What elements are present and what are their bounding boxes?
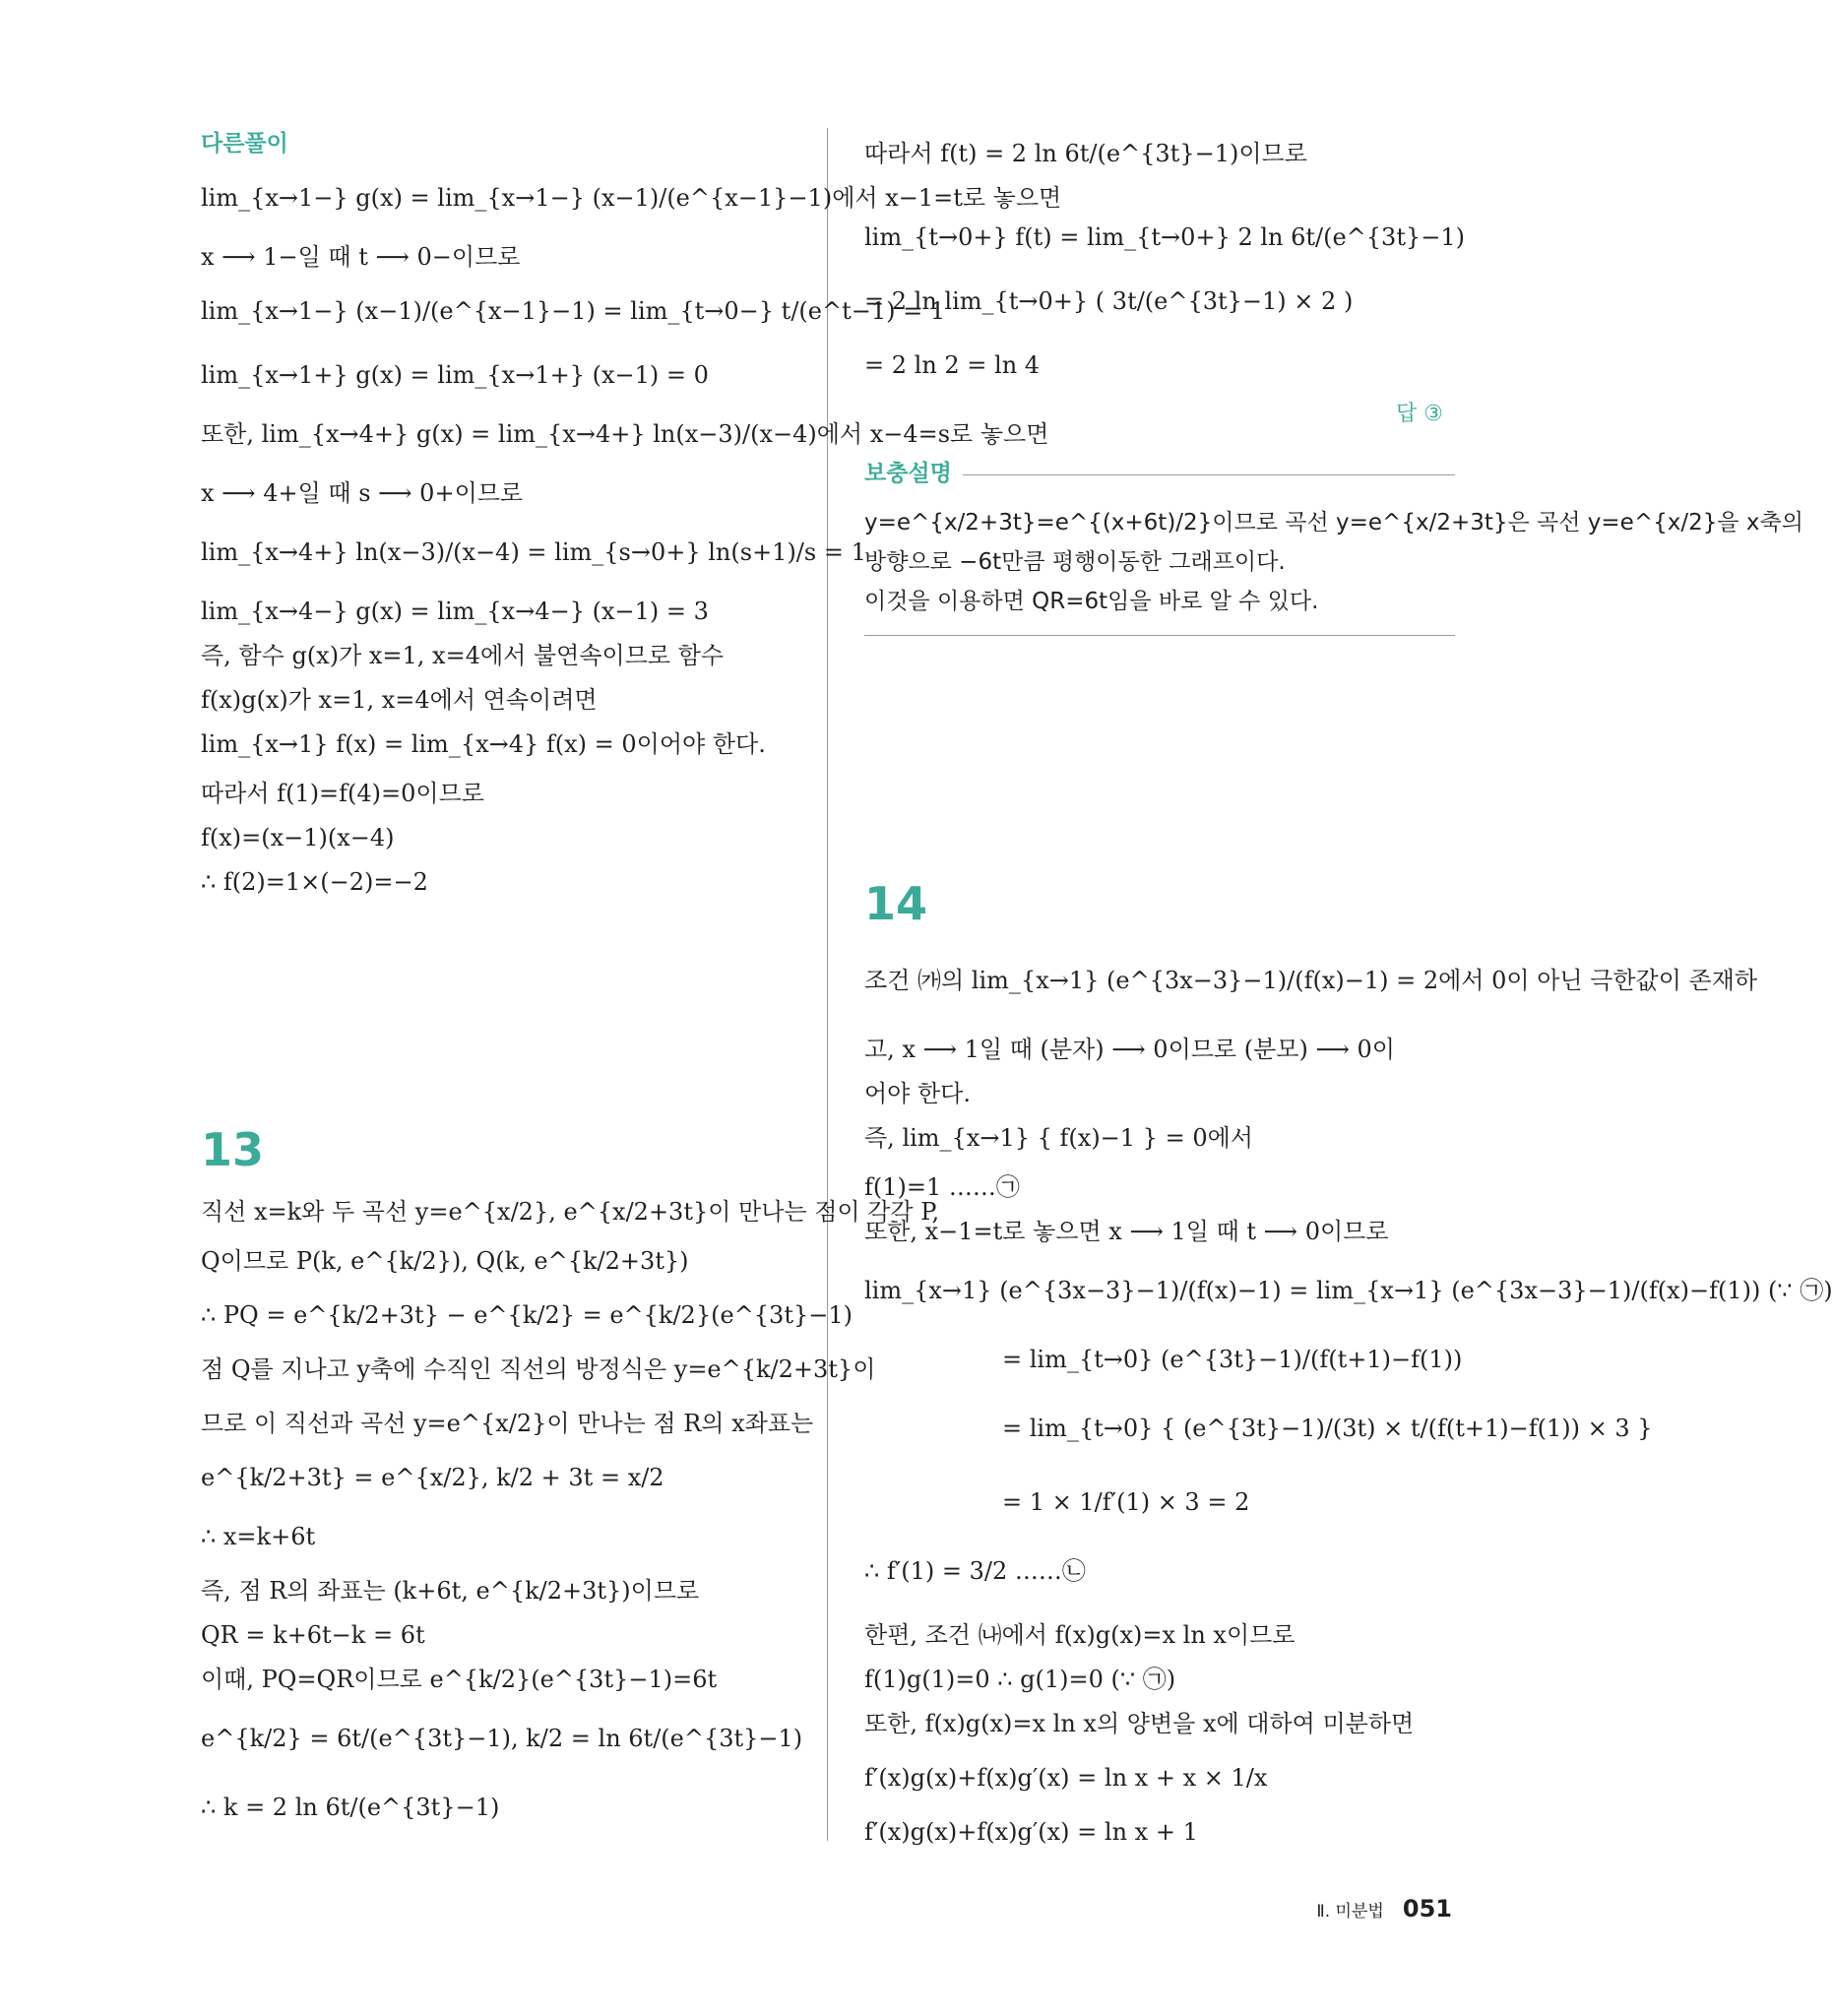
left-line: lim_{x→1−} (x−1)/(e^{x−1}−1) = lim_{t→0−} t/(e^t−1) = 1 bbox=[201, 297, 946, 325]
supplement-line: 이것을 이용하면 QR=6t임을 바로 알 수 있다. bbox=[864, 589, 1319, 614]
left-line: f(x)=(x−1)(x−4) bbox=[201, 824, 395, 851]
left-line: lim_{x→4+} ln(x−3)/(x−4) = lim_{s→0+} ln(s+1)/s = 1 bbox=[201, 538, 866, 566]
left-line: lim_{x→1−} g(x) = lim_{x→1−} (x−1)/(e^{x−1}−1)에서 x−1=t로 놓으면 bbox=[201, 184, 1062, 212]
left-line: 또한, lim_{x→4+} g(x) = lim_{x→4+} ln(x−3)/(x−4)에서 x−4=s로 놓으면 bbox=[201, 420, 1049, 448]
p13-line: ∴ k = 2 ln 6t/(e^{3t}−1) bbox=[201, 1794, 500, 1821]
problem-14-number: 14 bbox=[864, 877, 928, 930]
p13-line: 므로 이 직선과 곡선 y=e^{x/2}이 만나는 점 R의 x좌표는 bbox=[201, 1410, 814, 1437]
left-line: 즉, 함수 g(x)가 x=1, x=4에서 불연속이므로 함수 bbox=[201, 642, 725, 669]
p13-line: 점 Q를 지나고 y축에 수직인 직선의 방정식은 y=e^{k/2+3t}이 bbox=[201, 1355, 876, 1383]
p13-line: e^{k/2+3t} = e^{x/2}, k/2 + 3t = x/2 bbox=[201, 1464, 664, 1491]
left-line: x ⟶ 1−일 때 t ⟶ 0−이므로 bbox=[201, 243, 521, 271]
page-number: 051 bbox=[1402, 1895, 1452, 1922]
p14-line: = lim_{t→0} (e^{3t}−1)/(f(t+1)−f(1)) bbox=[1002, 1346, 1463, 1373]
p14-line: 조건 ㈎의 lim_{x→1} (e^{3x−3}−1)/(f(x)−1) = 2에서 0이 아닌 극한값이 존재하 bbox=[864, 967, 1758, 994]
p14-line: 또한, x−1=t로 놓으면 x ⟶ 1일 때 t ⟶ 0이므로 bbox=[864, 1218, 1389, 1245]
p13-line: e^{k/2} = 6t/(e^{3t}−1), k/2 = ln 6t/(e^{3t}−1) bbox=[201, 1725, 803, 1752]
p14-line: f′(x)g(x)+f(x)g′(x) = ln x + 1 bbox=[864, 1818, 1198, 1846]
left-line: 따라서 f(1)=f(4)=0이므로 bbox=[201, 780, 484, 807]
p13-line: Q이므로 P(k, e^{k/2}), Q(k, e^{k/2+3t}) bbox=[201, 1247, 689, 1275]
p14-line: = lim_{t→0} { (e^{3t}−1)/(3t) × t/(f(t+1)−f(1)) × 3 } bbox=[1002, 1415, 1653, 1442]
p14-line: = 1 × 1/f′(1) × 3 = 2 bbox=[1002, 1488, 1250, 1516]
supplement-top-rule bbox=[963, 474, 1455, 475]
left-line: ∴ f(2)=1×(−2)=−2 bbox=[201, 868, 428, 896]
section-label: Ⅱ. 미분법 bbox=[1316, 1902, 1384, 1922]
p14-line: ∴ f′(1) = 3/2 ……㉡ bbox=[864, 1557, 1086, 1585]
p14-line: 어야 한다. bbox=[864, 1080, 971, 1107]
left-line: lim_{x→1+} g(x) = lim_{x→1+} (x−1) = 0 bbox=[201, 361, 709, 389]
p14-line: f(1)=1 ……㉠ bbox=[864, 1173, 1020, 1201]
p13-line: 이때, PQ=QR이므로 e^{k/2}(e^{3t}−1)=6t bbox=[201, 1666, 718, 1693]
supplement-heading: 보충설명 bbox=[864, 461, 952, 486]
p13-line: QR = k+6t−k = 6t bbox=[201, 1621, 425, 1649]
p14-line: 한편, 조건 ㈏에서 f(x)g(x)=x ln x이므로 bbox=[864, 1621, 1296, 1649]
p14-line: f′(x)g(x)+f(x)g′(x) = ln x + x × 1/x bbox=[864, 1764, 1268, 1792]
supplement-bottom-rule bbox=[864, 635, 1455, 636]
p14-line: 고, x ⟶ 1일 때 (분자) ⟶ 0이므로 (분모) ⟶ 0이 bbox=[864, 1036, 1395, 1063]
alt-solution-heading: 다른풀이 bbox=[201, 131, 288, 157]
right-line: 따라서 f(t) = 2 ln 6t/(e^{3t}−1)이므로 bbox=[864, 140, 1307, 167]
p14-line: 또한, f(x)g(x)=x ln x의 양변을 x에 대하여 미분하면 bbox=[864, 1710, 1415, 1737]
p13-line: ∴ x=k+6t bbox=[201, 1523, 316, 1550]
left-line: f(x)g(x)가 x=1, x=4에서 연속이려면 bbox=[201, 686, 598, 714]
right-line: = 2 ln 2 = ln 4 bbox=[864, 351, 1041, 379]
p14-line: lim_{x→1} (e^{3x−3}−1)/(f(x)−1) = lim_{x→1} (e^{3x−3}−1)/(f(x)−f(1)) (∵ ㉠) bbox=[864, 1277, 1833, 1304]
p13-line: ∴ PQ = e^{k/2+3t} − e^{k/2} = e^{k/2}(e^{3t}−1) bbox=[201, 1301, 853, 1329]
column-divider bbox=[827, 128, 828, 1841]
p14-line: 즉, lim_{x→1} { f(x)−1 } = 0에서 bbox=[864, 1124, 1253, 1152]
right-line: lim_{t→0+} f(t) = lim_{t→0+} 2 ln 6t/(e^{3t}−1) bbox=[864, 223, 1465, 251]
answer-label: 답 ③ bbox=[1396, 402, 1443, 426]
left-line: lim_{x→4−} g(x) = lim_{x→4−} (x−1) = 3 bbox=[201, 598, 709, 625]
p13-line: 즉, 점 R의 좌표는 (k+6t, e^{k/2+3t})이므로 bbox=[201, 1577, 700, 1605]
p13-line: 직선 x=k와 두 곡선 y=e^{x/2}, e^{x/2+3t}이 만나는 점이 각각 P, bbox=[201, 1198, 940, 1226]
p14-line: f(1)g(1)=0 ∴ g(1)=0 (∵ ㉠) bbox=[864, 1666, 1176, 1693]
left-line: x ⟶ 4+일 때 s ⟶ 0+이므로 bbox=[201, 479, 524, 507]
supplement-line: 방향으로 −6t만큼 평행이동한 그래프이다. bbox=[864, 549, 1286, 575]
problem-13-number: 13 bbox=[201, 1123, 265, 1176]
supplement-line: y=e^{x/2+3t}=e^{(x+6t)/2}이므로 곡선 y=e^{x/2+3t}은 곡선 y=e^{x/2}을 x축의 bbox=[864, 510, 1803, 536]
left-line: lim_{x→1} f(x) = lim_{x→4} f(x) = 0이어야 한다. bbox=[201, 730, 766, 758]
page-footer bbox=[1316, 1895, 1452, 1922]
right-line: = 2 ln lim_{t→0+} ( 3t/(e^{3t}−1) × 2 ) bbox=[864, 287, 1354, 315]
